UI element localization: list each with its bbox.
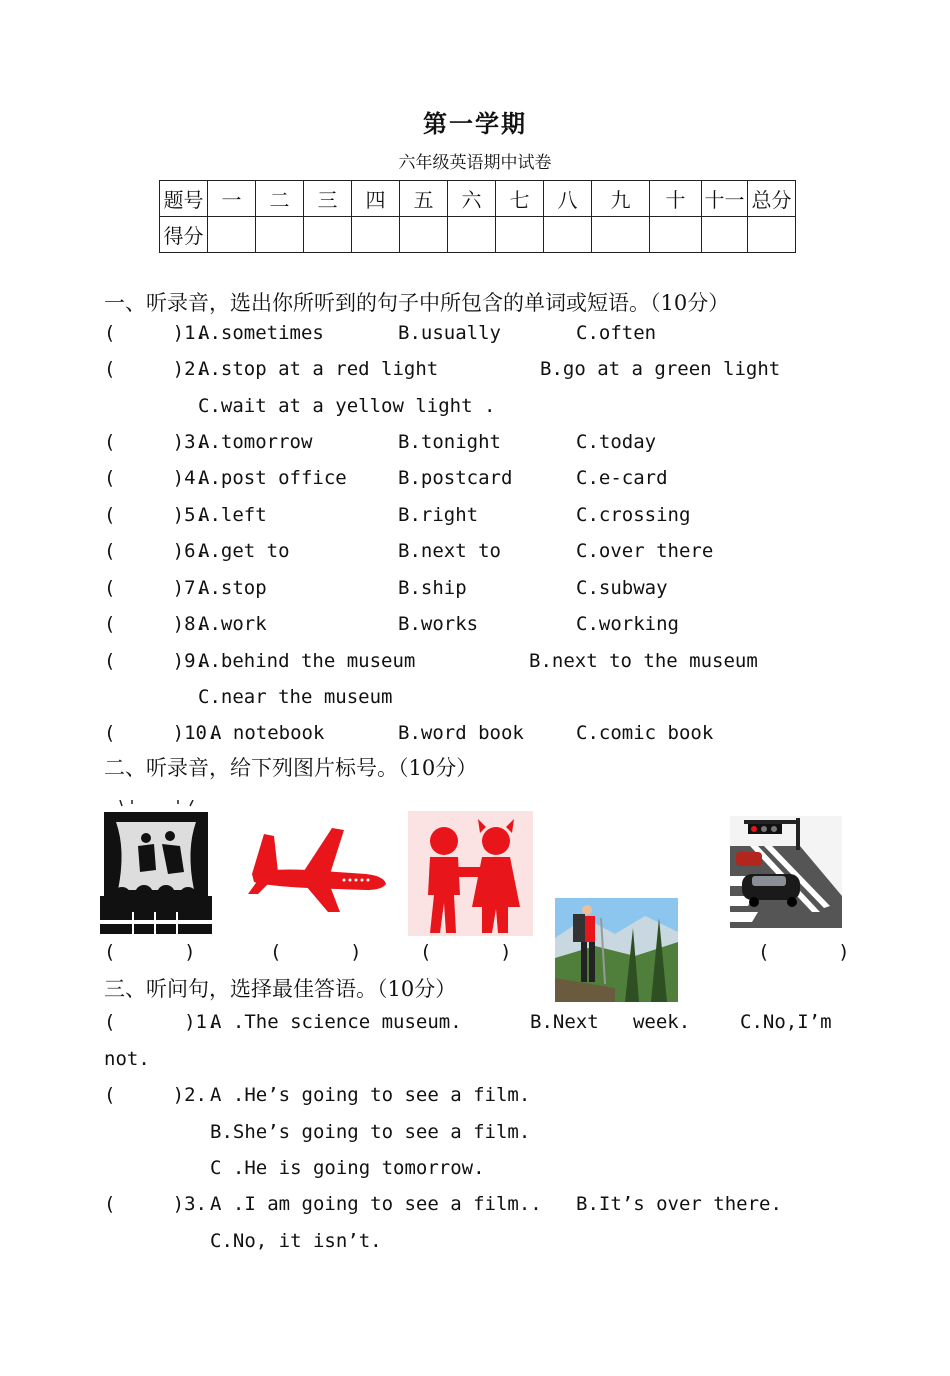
walking-children-icon [408,811,533,936]
score-cell: 六 [448,181,496,217]
score-input-cell[interactable] [544,217,592,253]
score-cell: 三 [304,181,352,217]
option-b: B.tonight [398,431,501,453]
score-cell: 十一 [702,181,748,217]
score-input-cell[interactable] [650,217,702,253]
picture-1-answer[interactable]: ( ) [104,941,196,963]
score-cell: 八 [544,181,592,217]
score-table-header-row [160,181,796,217]
option-c: C.today [576,431,657,453]
option-b: B.next to the museum [529,650,758,672]
picture-2-answer[interactable]: ( ) [270,941,362,963]
section-3-heading: 三、听问句，选择最佳答语。（10分） [104,977,457,1001]
option-b: B.ship [398,577,467,599]
option-b: B.right [398,504,479,526]
question-number[interactable]: ( )3. [104,1193,207,1215]
option-c: C.wait at a yellow light . [198,395,496,417]
score-input-cell[interactable] [448,217,496,253]
question-number[interactable]: ( )1. [104,1011,219,1033]
option-b: B.word book [398,722,524,744]
question-number[interactable]: ( )5. [104,504,207,526]
option-a: A.work [198,613,267,635]
airplane-icon [248,828,388,914]
score-cell: 九 [592,181,650,217]
option-a: A.tomorrow [198,431,313,453]
score-input-cell[interactable] [702,217,748,253]
question-number[interactable]: ( )8. [104,613,207,635]
score-input-cell[interactable] [400,217,448,253]
theater-icon [100,800,212,934]
question-number[interactable]: ( )9. [104,650,207,672]
option-c: C.crossing [576,504,691,526]
option-c: C.No,I’m [740,1011,832,1033]
hiker-photo [555,898,678,1002]
option-c: C.comic book [576,722,714,744]
option-a: A .He’s going to see a film. [210,1084,531,1106]
question-number[interactable]: ( )2. [104,358,207,380]
option-b: B.usually [398,322,501,344]
score-input-cell[interactable] [256,217,304,253]
question-number[interactable]: ( )6. [104,540,207,562]
option-a: A.sometimes [198,322,324,344]
score-cell: 十 [650,181,702,217]
option-a: A .I am going to see a film.. [210,1193,542,1215]
picture-3-answer[interactable]: ( ) [420,941,512,963]
score-cell: 二 [256,181,304,217]
option-b: B.works [398,613,479,635]
option-b: B.Next week. [530,1011,691,1033]
section-1-heading: 一、听录音，选出你所听到的句子中所包含的单词或短语。（10分） [104,291,730,315]
option-b: B.It’s over there. [576,1193,782,1215]
question-number[interactable]: ( )1. [104,322,207,344]
score-input-cell[interactable] [352,217,400,253]
option-a: A.stop at a red light [198,358,439,380]
option-c: C.e-card [576,467,668,489]
option-c: C.working [576,613,679,635]
option-a: A.post office [198,467,347,489]
option-b: B.She’s going to see a film. [210,1121,531,1143]
option-a: A.behind the museum [198,650,416,672]
score-table [159,180,796,253]
option-b: B.postcard [398,467,513,489]
score-cell: 五 [400,181,448,217]
score-input-cell[interactable] [592,217,650,253]
question-number[interactable]: ( )3. [104,431,207,453]
section-2-heading: 二、听录音，给下列图片标号。（10分） [104,756,478,780]
option-c: C.often [576,322,657,344]
option-a: A .The science museum. [210,1011,462,1033]
option-c: C .He is going tomorrow. [210,1157,485,1179]
score-cell: 一 [208,181,256,217]
option-c: C.No, it isn’t. [210,1230,382,1252]
question-number[interactable]: ( )10. [104,722,219,744]
option-a: A notebook [210,722,325,744]
score-cell: 七 [496,181,544,217]
question-number[interactable]: ( )7. [104,577,207,599]
option-a: A.stop [198,577,267,599]
score-cell: 四 [352,181,400,217]
question-number[interactable]: ( )4. [104,467,207,489]
option-b: B.go at a green light [540,358,781,380]
exam-term-title: 第一学期 [423,110,527,138]
score-cell: 总分 [748,181,796,217]
option-c: C.over there [576,540,714,562]
question-number[interactable]: ( )2. [104,1084,207,1106]
score-table-score-row [160,217,796,253]
option-c: C.near the museum [198,686,393,708]
option-a: A.left [198,504,267,526]
option-c-continued: not. [104,1048,150,1070]
score-cell: 题号 [160,181,208,217]
exam-subtitle: 六年级英语期中试卷 [398,153,552,173]
score-input-cell[interactable] [748,217,796,253]
option-b: B.next to [398,540,501,562]
picture-5-answer[interactable]: ( ) [758,941,850,963]
score-input-cell[interactable] [496,217,544,253]
option-c: C.subway [576,577,668,599]
score-input-cell[interactable] [208,217,256,253]
option-a: A.get to [198,540,290,562]
score-input-cell[interactable] [304,217,352,253]
traffic-crossing-icon [730,816,842,928]
score-cell: 得分 [160,217,208,253]
